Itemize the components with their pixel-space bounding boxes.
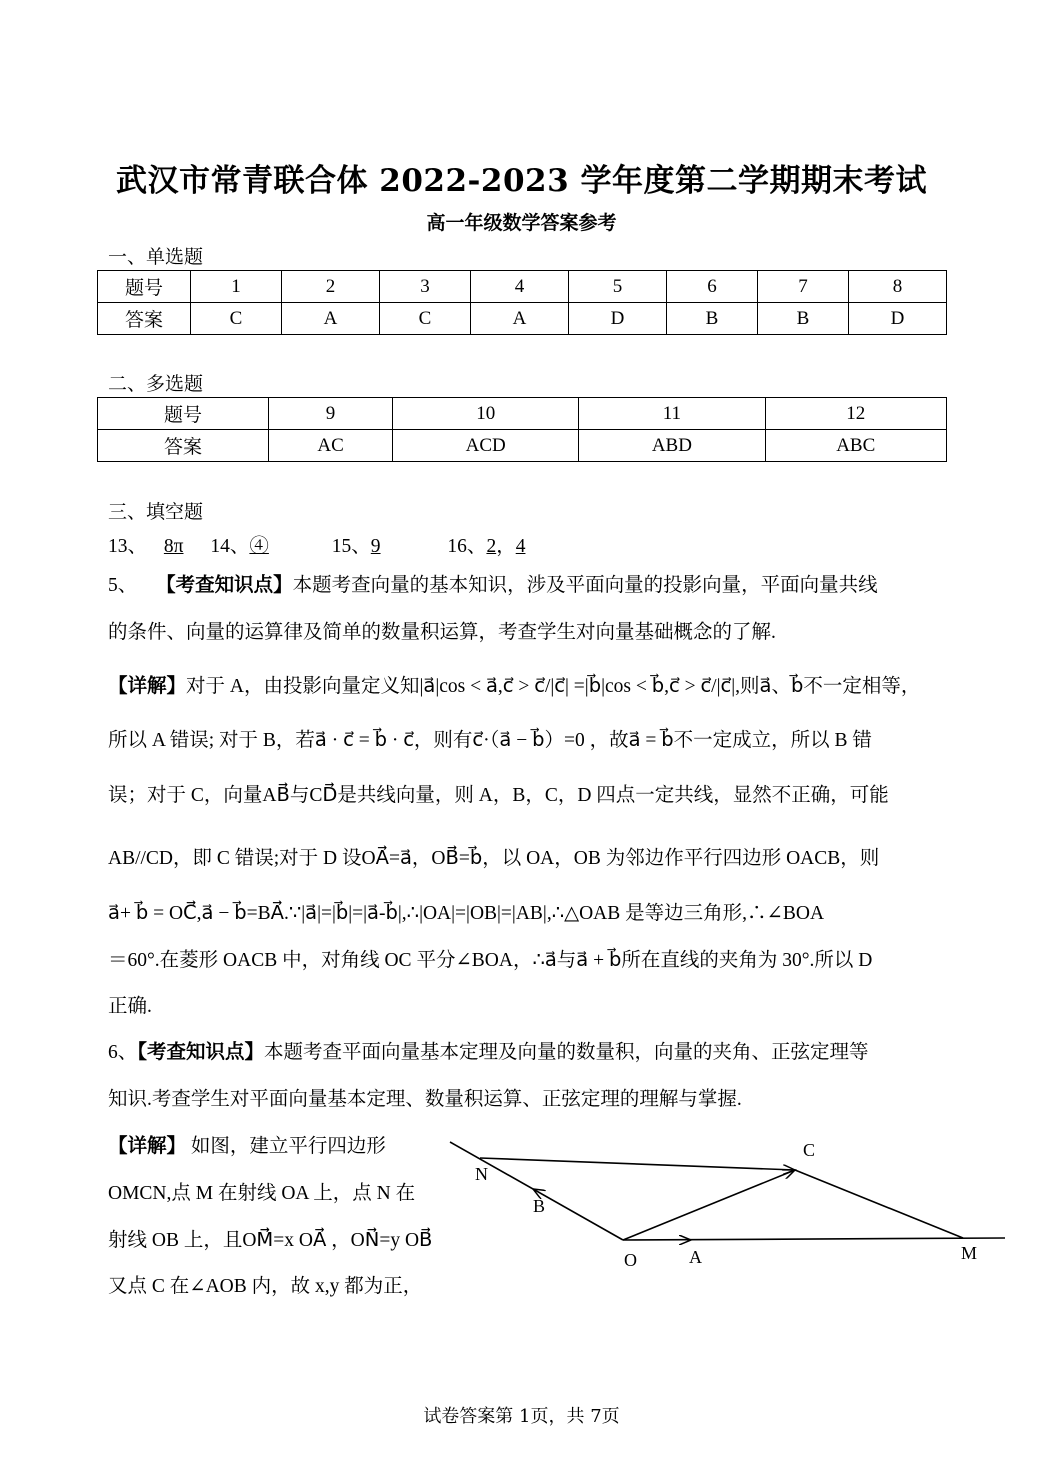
q5-line-1: [108, 569, 878, 597]
segment-cm-line: [795, 1170, 963, 1238]
table-cell: 10: [393, 398, 579, 430]
page-subtitle: 高一年级数学答案参考: [426, 212, 617, 234]
q6-line-2: 知识.考查学生对平面向量基本定理、数量积运算、正弦定理的理解与掌握.: [108, 1089, 742, 1110]
ray-ob-line: [450, 1142, 623, 1240]
section-single-choice-heading: 一、单选题: [108, 246, 204, 268]
table-row: [98, 303, 947, 335]
table-cell: B: [666, 303, 757, 335]
table-cell: AC: [269, 430, 393, 462]
q5-detail-7: 正确.: [108, 996, 152, 1017]
section-fill-blank-heading: 三、填空题: [108, 501, 204, 523]
label-b: B: [533, 1196, 546, 1216]
q6-number: 6、: [108, 1042, 138, 1063]
table-cell: C: [191, 303, 282, 335]
section-multi-choice-heading: 二、多选题: [108, 373, 204, 395]
table-cell: A: [282, 303, 380, 335]
table-cell: 9: [269, 398, 393, 430]
table-cell: A: [471, 303, 569, 335]
q5-text-1: 本题考查向量的基本知识，涉及平面向量的投影向量，平面向量共线: [292, 575, 878, 596]
table-cell: 2: [282, 271, 380, 303]
q5-tag: 【考查知识点】: [156, 575, 293, 596]
q16-answer-1: 2: [486, 536, 497, 557]
q5-detail-2: 所以 A 错误; 对于 B，若a⃗ · c⃗ = b⃗ · c⃗，则有c⃗·（a⃗ − b⃗）=0 ，故a⃗ = b⃗不一定成立，所以 B 错: [108, 730, 872, 751]
segment-nc-line: [480, 1158, 795, 1170]
q6-detail-1: [108, 1130, 386, 1158]
q6-line-1: [108, 1036, 869, 1064]
label-n: N: [475, 1164, 488, 1184]
table-header-cell: 答案: [98, 303, 191, 335]
q6-tag: 【考查知识点】: [137, 1042, 265, 1063]
table-cell: 6: [666, 271, 757, 303]
table-cell: D: [848, 303, 946, 335]
q6-detail-text-1: 如图，建立平行四边形: [186, 1136, 386, 1157]
q14-answer: ④: [249, 536, 269, 557]
q16-label: 16、: [447, 536, 487, 557]
table-cell: B: [757, 303, 848, 335]
label-m: M: [961, 1243, 978, 1263]
q13-answer: 8π: [163, 536, 184, 557]
q5-number: 5、: [108, 575, 138, 596]
table-cell: 4: [471, 271, 569, 303]
table-cell: ABC: [765, 430, 947, 462]
q15-label: 15、: [331, 536, 371, 557]
q6-text-1: 本题考查平面向量基本定理及向量的数量积，向量的夹角、正弦定理等: [264, 1042, 869, 1063]
table-row: [98, 430, 947, 462]
q5-detail-6: ＝60°.在菱形 OACB 中，对角线 OC 平分∠BOA，∴a⃗与a⃗ + b⃗所在直线的夹角为 30°.所以 D: [108, 950, 873, 971]
label-o: O: [624, 1250, 637, 1270]
table-cell: 8: [848, 271, 946, 303]
parallelogram-diagram: [445, 1130, 1010, 1280]
q13-label: 13、: [108, 536, 148, 557]
fill-blank-answers: [108, 530, 525, 558]
q6-detail-tag: 【详解】: [108, 1136, 187, 1157]
table-header-cell: 题号: [98, 398, 269, 430]
table-row: [98, 398, 947, 430]
table-cell: 3: [379, 271, 470, 303]
ray-oa-line: [623, 1238, 1005, 1240]
q5-detail-3: 误；对于 C，向量AB⃗⃗与CD⃗⃗是共线向量，则 A，B，C，D 四点一定共线，显然不正确，可能: [108, 785, 889, 806]
q5-detail-1: [108, 670, 920, 698]
page-footer: 试卷答案第 1页，共 7页: [423, 1406, 620, 1427]
q6-detail-3: 射线 OB 上，且OM⃗⃗⃗=x OA⃗⃗ ，ON⃗⃗=y OB⃗⃗: [108, 1230, 433, 1251]
table-cell: 5: [568, 271, 666, 303]
table-header-cell: 答案: [98, 430, 269, 462]
table-cell: ACD: [393, 430, 579, 462]
q5-detail-text-1: 对于 A，由投影向量定义知|a⃗|cos < a⃗,c⃗ > c⃗/|c⃗| =|b⃗|cos < b⃗,c⃗ > c⃗/|c⃗|,则a⃗、b⃗不一定相等，: [186, 676, 921, 697]
label-c: C: [803, 1140, 816, 1160]
multi-choice-table: [97, 397, 947, 462]
table-header-cell: 题号: [98, 271, 191, 303]
q16-answer-2: 4: [515, 536, 526, 557]
single-choice-table: [97, 270, 947, 335]
q16-separator: ，: [496, 536, 516, 557]
q5-line-2: 的条件、向量的运算律及简单的数量积运算，考查学生对向量基础概念的了解.: [108, 622, 776, 643]
table-cell: ABD: [579, 430, 765, 462]
page-title: 武汉市常青联合体 2022-2023 学年度第二学期期末考试: [115, 163, 927, 199]
label-a: A: [689, 1247, 702, 1267]
table-cell: C: [379, 303, 470, 335]
q5-detail-5: a⃗+ b⃗ = OC⃗⃗,a⃗ − b⃗=BA⃗⃗.∵|a⃗|=|b⃗|=|a⃗-b⃗|,∴|OA|=|OB|=|AB|,∴△OAB 是等边三角形,∴∠BOA: [108, 903, 825, 924]
q15-answer: 9: [370, 536, 381, 557]
table-cell: 7: [757, 271, 848, 303]
q5-detail-4: AB//CD，即 C 错误;对于 D 设OA⃗⃗=a⃗，OB⃗⃗=b⃗，以 OA，OB 为邻边作平行四边形 OACB，则: [108, 848, 880, 869]
table-cell: D: [568, 303, 666, 335]
q5-detail-tag: 【详解】: [108, 676, 187, 697]
table-cell: 11: [579, 398, 765, 430]
table-cell: 12: [765, 398, 947, 430]
q6-detail-2: OMCN,点 M 在射线 OA 上，点 N 在: [108, 1183, 416, 1204]
q6-detail-4: 又点 C 在∠AOB 内，故 x,y 都为正，: [108, 1276, 423, 1297]
table-cell: 1: [191, 271, 282, 303]
q14-label: 14、: [210, 536, 250, 557]
vector-oc-arrow: [623, 1170, 795, 1240]
table-row: [98, 271, 947, 303]
